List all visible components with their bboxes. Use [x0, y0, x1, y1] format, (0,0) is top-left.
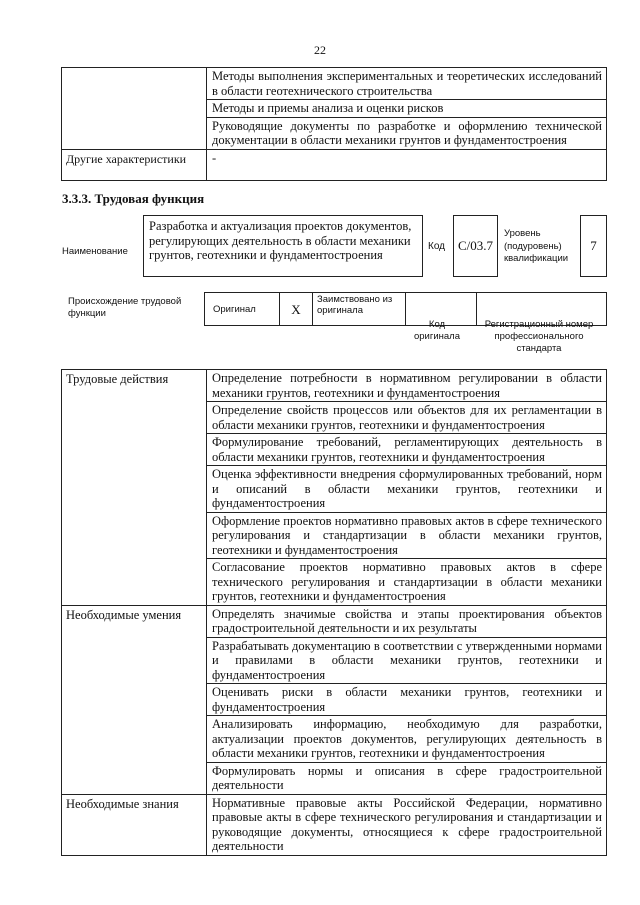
- function-name-box: Разработка и актуализация проектов документов, регулирующих деятельность в области механики грунтов, геотехники и фундаментостроения: [143, 215, 423, 277]
- other-characteristics-value: -: [212, 150, 217, 165]
- other-characteristics-value-cell: [207, 149, 607, 180]
- list-item: Оценка эффективности внедрения сформулированных требований, норм и описаний в области механики грунтов, геотехники и фундаментостроения: [207, 466, 606, 513]
- code-original-label: Код оригинала: [413, 319, 460, 342]
- knowledge-cell: [207, 794, 607, 855]
- code-label: Код: [428, 241, 446, 252]
- actions-label: Трудовые действия: [62, 370, 207, 606]
- page-number: 22: [314, 43, 326, 57]
- list-item: Разрабатывать документацию в соответствии с утвержденными нормами и правилами в области механики грунтов, геотехники и фундаментостроения: [207, 638, 606, 685]
- list-item: Оценивать риски в области механики грунтов, геотехники и фундаментостроения: [207, 684, 606, 716]
- borrowed-label-cell: Заимствовано из оригинала: [313, 293, 406, 326]
- original-label-cell: Оригинал: [205, 293, 280, 326]
- list-item: Определение потребности в нормативном регулировании в области механики грунтов, геотехники и фундаментостроения: [207, 370, 606, 402]
- knowledge-label: Необходимые знания: [62, 794, 207, 855]
- list-item: Руководящие документы по разработке и оформлению технической документации в области механики грунтов и фундаментостроения: [212, 118, 602, 147]
- knowledge-continuation-table: [61, 67, 607, 181]
- level-label: Уровень (подуровень) квалификации: [504, 228, 569, 264]
- reg-number-label: Регистрационный номер профессионального стандарта: [484, 319, 594, 354]
- list-item: Определять значимые свойства и этапы проектирования объектов градостроительной деятельности и их результаты: [207, 606, 606, 638]
- section-title: 3.3.3. Трудовая функция: [62, 191, 205, 206]
- requirements-table: [61, 369, 607, 856]
- original-mark-cell: X: [280, 293, 313, 326]
- skills-label: Необходимые умения: [62, 605, 207, 794]
- level-value-box: 7: [580, 215, 607, 277]
- other-characteristics-label: Другие характеристики: [62, 149, 207, 180]
- skills-cell: [207, 605, 607, 794]
- list-item: Формулирование требований, регламентирующих деятельность в области механики грунтов, геотехники и фундаментостроения: [207, 434, 606, 466]
- list-item: Нормативные правовые акты Российской Федерации, нормативно правовые акты в сфере технического регулирования и стандартизации и руководящие документы, относящиеся к сфере градостроительной деятельности: [212, 795, 602, 853]
- empty-label-cell: [62, 68, 207, 150]
- list-item: Анализировать информацию, необходимую для разработки, актуализации проектов документов, регулирующих деятельность в области механики грунтов, геотехники и фундаментостроения: [207, 716, 606, 763]
- list-item: Оформление проектов нормативно правовых актов в сфере технического регулирования и стандартизации в области механики грунтов, геотехники и фундаментостроения: [207, 513, 606, 560]
- list-item: Формулировать нормы и описания в сфере градостроительной деятельности: [212, 763, 602, 792]
- code-value-box: C/03.7: [453, 215, 498, 277]
- list-item: Методы и приемы анализа и оценки рисков: [207, 100, 606, 118]
- naming-label: Наименование: [62, 246, 128, 257]
- actions-cell: [207, 370, 607, 606]
- list-item: Методы выполнения экспериментальных и теоретических исследований в области геотехнического строительства: [207, 68, 606, 100]
- origin-label: Происхождение трудовой функции: [68, 296, 182, 319]
- list-item: Согласование проектов нормативно правовых актов в сфере технического регулирования и стандартизации в области механики грунтов, геотехники и фундаментостроения: [212, 560, 602, 603]
- list-item: Определение свойств процессов или объектов для их регламентации в области механики грунтов, геотехники и фундаментостроения: [207, 402, 606, 434]
- knowledge-items-cell: [207, 68, 607, 150]
